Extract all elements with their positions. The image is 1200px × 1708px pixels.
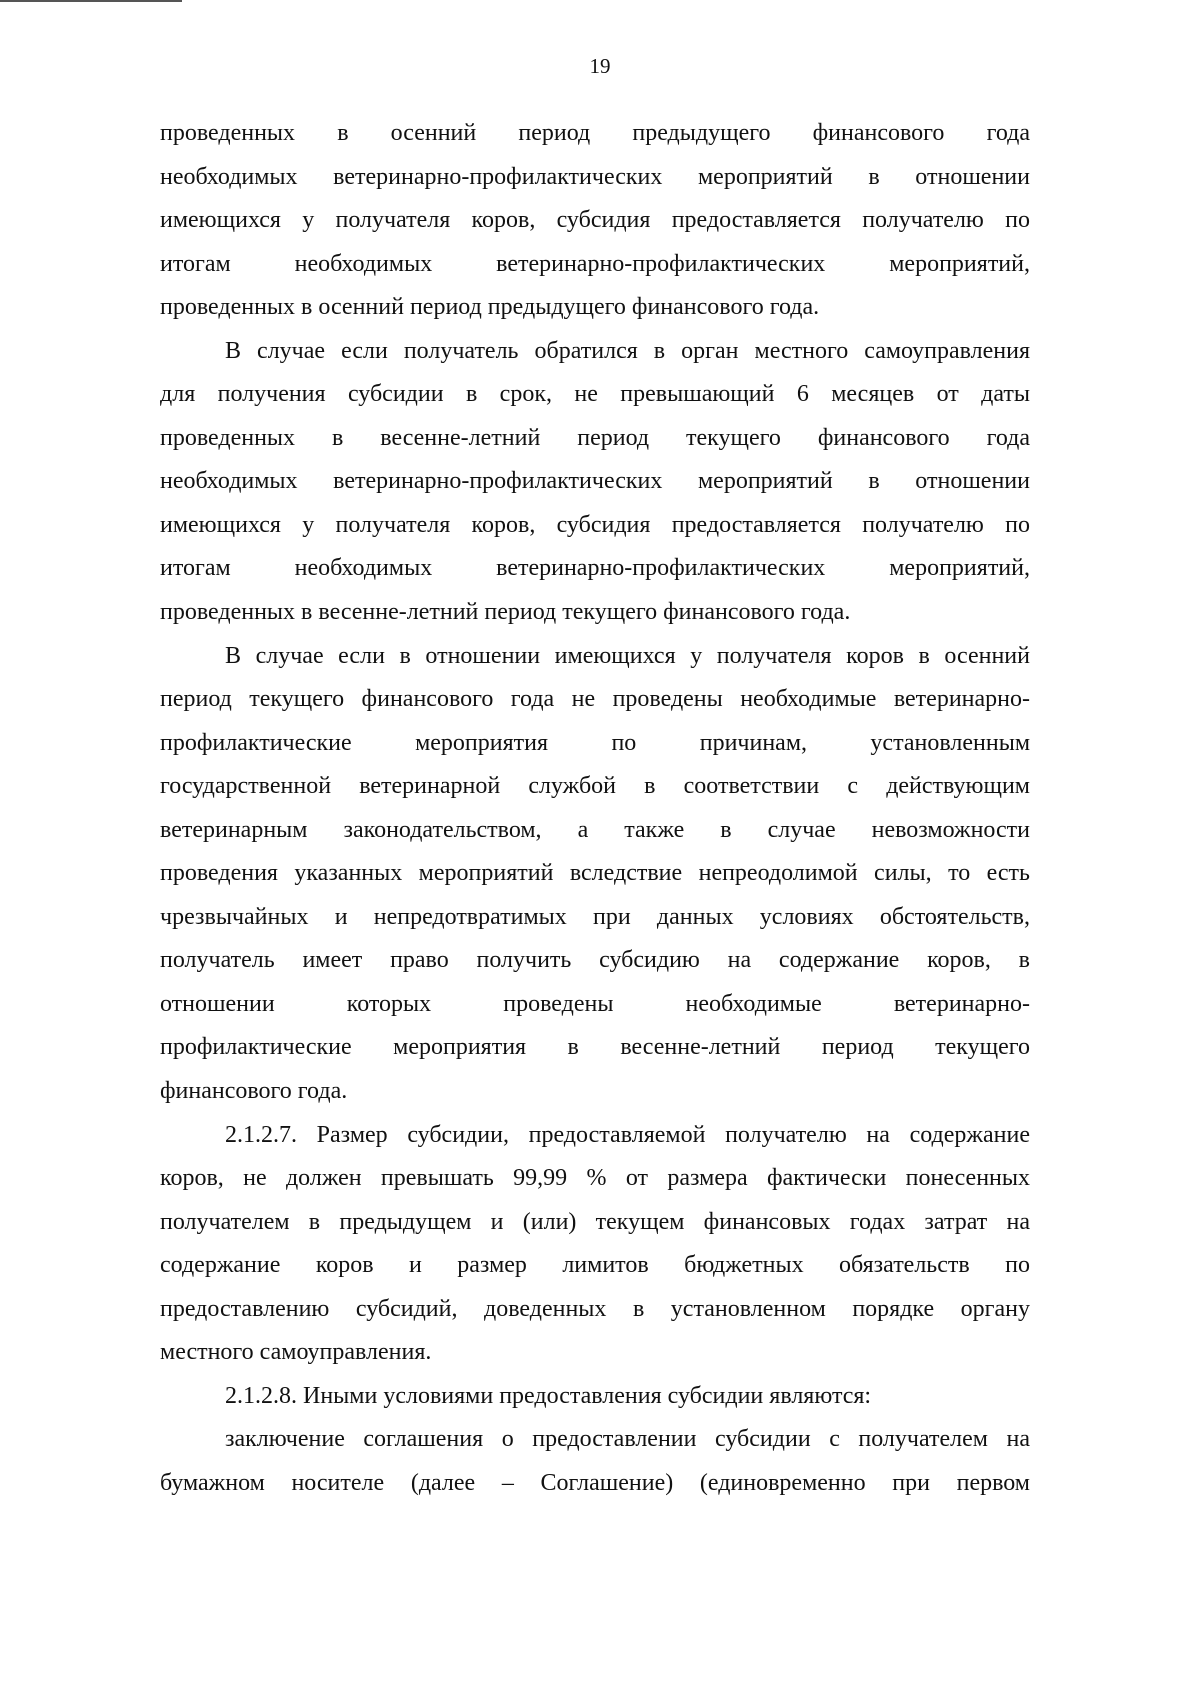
- text-line: ветеринарным законодательством, а также в случае невозможности: [160, 816, 1030, 843]
- text-line: профилактические мероприятия по причинам, установленным: [160, 729, 1030, 756]
- text-line: итогам необходимых ветеринарно-профилактических мероприятий,: [160, 555, 1030, 582]
- text-line: предоставлению субсидий, доведенных в установленном порядке органу: [160, 1295, 1030, 1322]
- text-line: местного самоуправления.: [160, 1339, 432, 1366]
- document-body: [160, 112, 1030, 1506]
- text-line: отношении которых проведены необходимые ветеринарно-: [160, 990, 1030, 1017]
- text-line: государственной ветеринарной службой в соответствии с действующим: [160, 773, 1030, 800]
- text-line: получатель имеет право получить субсидию на содержание коров, в: [160, 947, 1030, 974]
- text-line: имеющихся у получателя коров, субсидия предоставляется получателю по: [160, 207, 1030, 234]
- text-line: имеющихся у получателя коров, субсидия предоставляется получателю по: [160, 511, 1030, 538]
- text-line: необходимых ветеринарно-профилактических мероприятий в отношении: [160, 468, 1030, 495]
- text-line: получателем в предыдущем и (или) текущем финансовых годах затрат на: [160, 1208, 1030, 1235]
- text-line: проведения указанных мероприятий вследствие непреодолимой силы, то есть: [160, 860, 1030, 887]
- paragraph: [160, 635, 1030, 1114]
- scan-edge-mark: [0, 0, 182, 2]
- text-line: финансового года.: [160, 1078, 348, 1105]
- text-line: необходимых ветеринарно-профилактических мероприятий в отношении: [160, 163, 1030, 190]
- paragraph: [160, 1375, 1030, 1419]
- paragraph: [160, 1418, 1030, 1505]
- text-line: 2.1.2.7. Размер субсидии, предоставляемой получателю на содержание: [225, 1121, 1030, 1148]
- text-line: заключение соглашения о предоставлении субсидии с получателем на: [225, 1426, 1030, 1453]
- text-line: проведенных в весенне-летний период текущего финансового года: [160, 424, 1030, 451]
- paragraph: [160, 1114, 1030, 1375]
- text-line: для получения субсидии в срок, не превышающий 6 месяцев от даты: [160, 381, 1030, 408]
- text-line: проведенных в весенне-летний период текущего финансового года.: [160, 599, 851, 626]
- text-line: чрезвычайных и непредотвратимых при данных условиях обстоятельств,: [160, 903, 1030, 930]
- text-line: итогам необходимых ветеринарно-профилактических мероприятий,: [160, 250, 1030, 277]
- text-line: период текущего финансового года не проведены необходимые ветеринарно-: [160, 686, 1030, 713]
- page-number: 19: [589, 54, 611, 78]
- text-line: бумажном носителе (далее – Соглашение) (единовременно при первом: [160, 1469, 1030, 1496]
- text-line: коров, не должен превышать 99,99 % от размера фактически понесенных: [160, 1165, 1030, 1192]
- text-line: В случае если в отношении имеющихся у получателя коров в осенний: [225, 642, 1030, 669]
- paragraph: [160, 330, 1030, 635]
- text-line: содержание коров и размер лимитов бюджетных обязательств по: [160, 1252, 1030, 1279]
- text-line: проведенных в осенний период предыдущего финансового года.: [160, 294, 820, 321]
- text-line: проведенных в осенний период предыдущего финансового года: [160, 120, 1030, 146]
- text-line: 2.1.2.8. Иными условиями предоставления субсидии являются:: [225, 1382, 872, 1409]
- text-line: В случае если получатель обратился в орган местного самоуправления: [225, 337, 1030, 364]
- paragraph: [160, 112, 1030, 330]
- text-line: профилактические мероприятия в весенне-летний период текущего: [160, 1034, 1030, 1061]
